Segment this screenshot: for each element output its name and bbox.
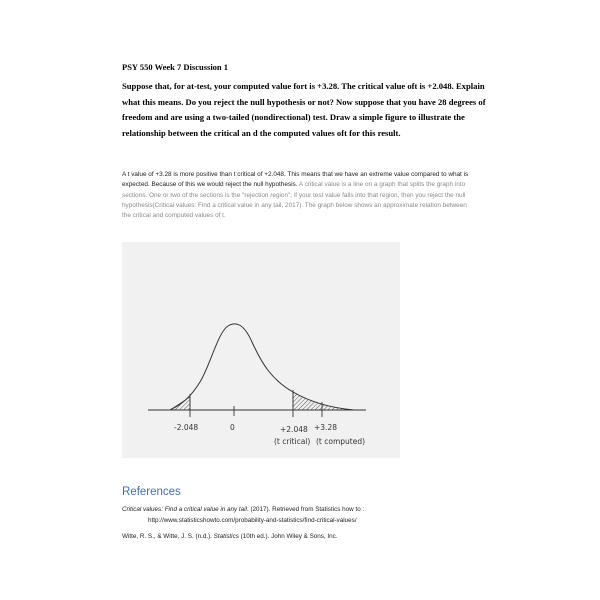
reference-url: http://www.statisticshowto.com/probability-and-statistics/find-critical-values/: [148, 516, 357, 524]
references-heading: References: [122, 486, 181, 498]
t-distribution-sketch: [122, 242, 400, 458]
question-text: Suppose that, for at-test, your computed value fort is +3.28. The critical value oft is +2.048. Explain what this means. Do you reject the null hypothesis or not? Now suppose that you have 28 degrees of freedom and are using a two-tailed (nondirectional) test. Draw a simple figure to illustrate the relationship between the critical an d the computed values oft for this result.: [122, 81, 486, 138]
answer-paragraph: [122, 170, 472, 221]
reference-details: (10th ed.). John Wiley & Sons, Inc.: [238, 533, 338, 540]
reference-details: . (2017). Retrieved from Statistics how to :: [246, 506, 365, 513]
reference-authors: Witte, R. S., & Witte, J. S. (n.d.).: [122, 533, 214, 540]
label-computed: +3.28: [314, 423, 337, 432]
reference-item: [122, 533, 338, 540]
sketch-paper: [122, 242, 400, 458]
label-t-computed-note: (t computed): [316, 437, 366, 446]
reference-title: Critical values: Find a critical value in any tail: [122, 506, 247, 513]
reference-item: [122, 505, 472, 526]
label-neg-critical: -2.048: [174, 423, 199, 432]
label-t-critical-note: (t critical): [274, 437, 311, 446]
document-title: PSY 550 Week 7 Discussion 1: [122, 62, 229, 72]
answer-quoted-text: A critical value is a line on a graph that splits the graph into sections. One or two of the sections is the "rejection region"; if your test value falls into that region, then you reject the null hypothesis(Critical values: Find a critical value in any tail, 2017). The graph below shows an approximate relation between the critical and computed values of t.: [122, 181, 467, 220]
label-zero: 0: [230, 423, 235, 432]
reference-title: Statistics: [213, 533, 239, 540]
answer-main-text: A t value of +3.28 is more positive than t critical of +2.048. This means that we have an extreme value compared to what is expected. Because of this we would reject the null hypothesis.: [122, 171, 469, 189]
label-pos-critical: +2.048: [280, 425, 308, 434]
